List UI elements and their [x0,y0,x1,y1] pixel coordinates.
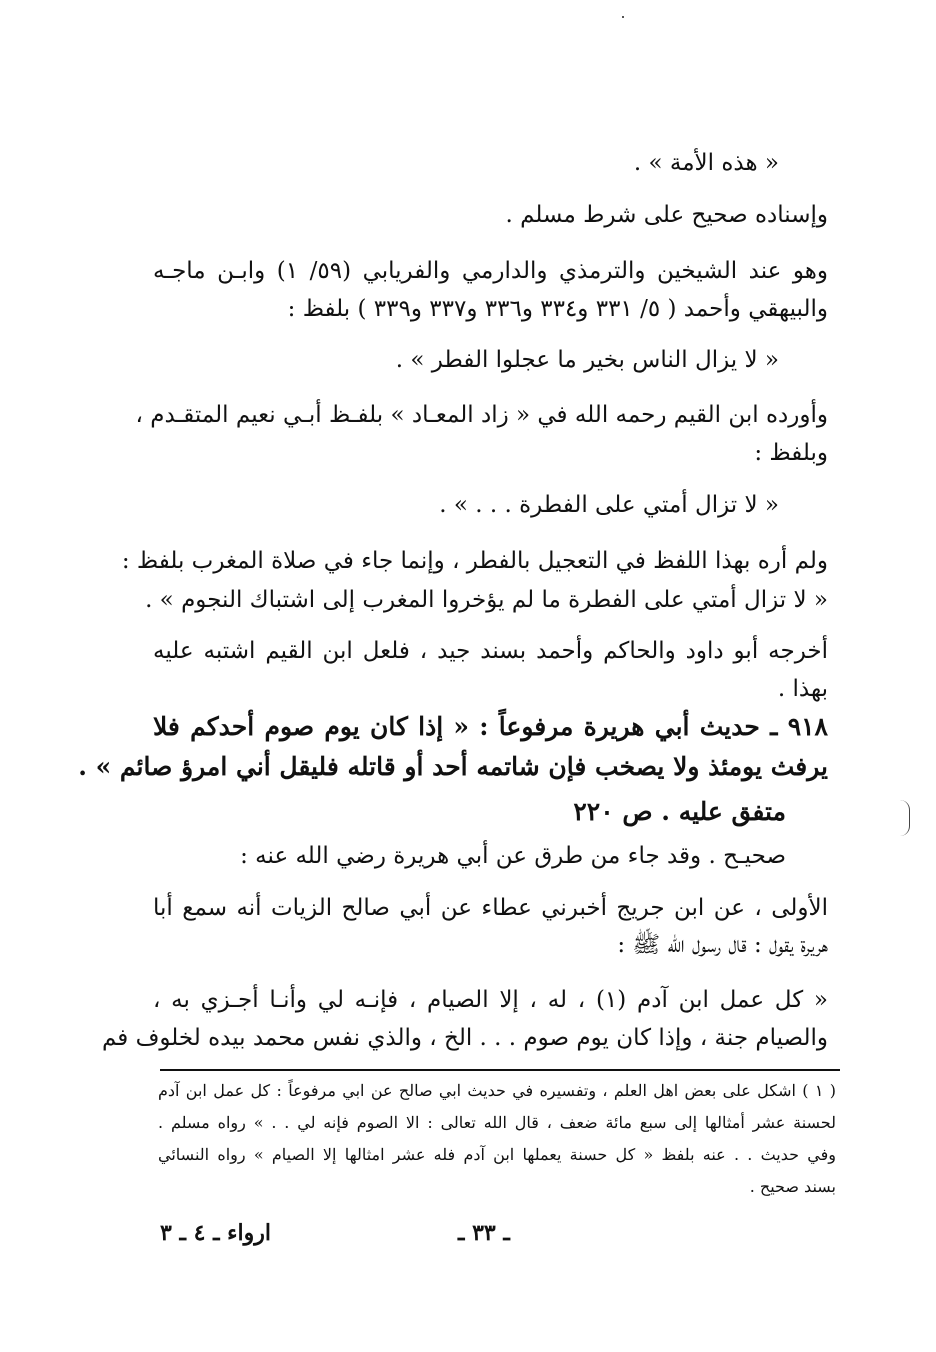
footnote-line: بسند صحيح . [749,1177,836,1196]
text-line: وبلفظ : [754,440,828,466]
text-line: الأولى ، عن ابن جريج أخبرني عطاء عن أبي صالح الزيات أنه سمع أبا [153,895,828,921]
signature-mark: ارواء ـ ٤ ـ ٣ [160,1220,272,1246]
hadith-heading: ٩١٨ ـ حديث أبي هريرة مرفوعاً : « إذا كان يوم صوم أحدكم فلا [153,712,828,741]
footnote-separator [160,1069,840,1071]
text-line: بهذا . [777,676,828,702]
text-line: هريرة يقول : قال رسول الله ﷺ : [617,932,828,958]
footnote-line: ( ١ ) اشكل على بعض اهل العلم ، وتفسيره في حديث ابي صالح عن ابي مرفوعاً : كل عمل ابن آدم [158,1081,837,1100]
text-line: صحيـح . وقد جاء من طرق عن أبي هريرة رضي الله عنه : [240,843,786,869]
margin-mark [897,800,910,836]
text-line: والبيهقي وأحمد ( ٥/ ٣٣١ و٣٣٤ و٣٣٦ و٣٣٧ و٣٣٩ ) بلفظ : [287,296,828,322]
text-line: وأورده ابن القيم رحمه الله في « زاد المعـاد » بلفـظ أبـي نعيم المتقـدم ، [135,402,828,428]
text-line: « كل عمل ابن آدم (١) ، له ، إلا الصيام ، فإنـه لي وأنـا أجـزي به ، [153,987,828,1013]
text-line: والصيام جنة ، وإذا كان يوم صوم . . . الخ ، والذي نفس محمد بيده لخلوف فم [101,1025,828,1051]
hadith-source: متفق عليه . ص ٢٢٠ [573,797,786,826]
scan-speck [622,16,624,18]
hadith-heading: يرفث يومئذ ولا يصخب فإن شاتمه أحد أو قاتله فليقل أني امرؤ صائم » . [78,752,828,781]
footnote-line: لحسنة عشر أمثالها إلى سبع مائة ضعف ، قال الله تعالى : الا الصوم فإنه لي . . » رواه مسلم . [158,1113,836,1132]
text-line: أخرجه أبو داود والحاكم وأحمد بسند جيد ، فلعل ابن القيم اشتبه عليه [153,638,828,664]
footnote-line: وفي حديث . . عنه بلفظ « كل حسنة يعملها ابن آدم فله عشر امثالها إلا الصيام » رواه النسائي [158,1145,836,1164]
page-number: ـ ٣٣ ـ [458,1220,510,1246]
quoted-hadith: « لا تزال أمتي على الفطرة . . . » . [439,492,779,518]
quoted-hadith: « لا يزال الناس بخير ما عجلوا الفطر » . [395,347,779,373]
text-line: « هذه الأمة » . [633,150,779,176]
text-line: وإسناده صحيح على شرط مسلم . [505,202,828,228]
quoted-hadith: « لا تزال أمتي على الفطرة ما لم يؤخروا المغرب إلى اشتباك النجوم » . [145,587,828,613]
text-line: وهو عند الشيخين والترمذي والدارمي والفريابي (٥٩/ ١) وابـن ماجـه [153,258,829,284]
text-line: ولم أره بهذا اللفظ في التعجيل بالفطر ، وإنما جاء في صلاة المغرب بلفظ : [121,548,828,574]
